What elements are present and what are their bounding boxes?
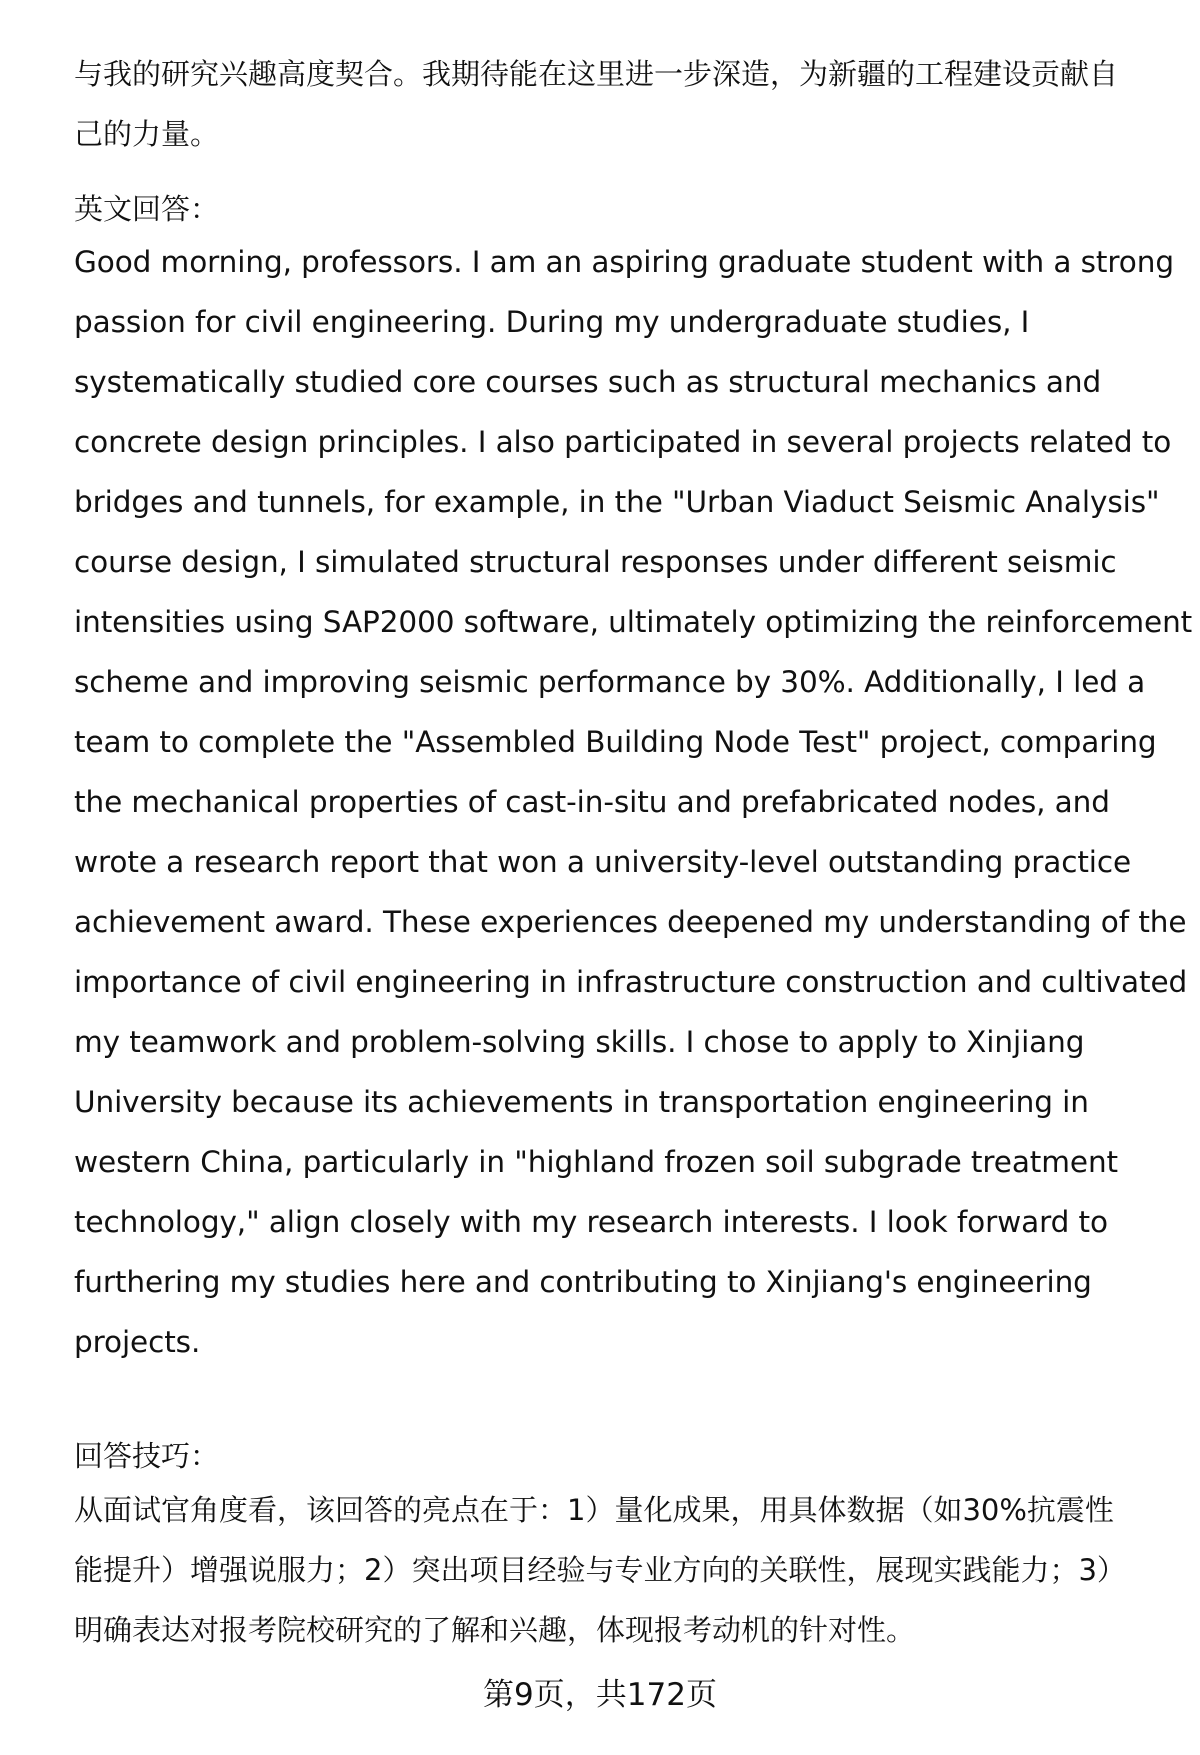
paragraph-line: Good morning, professors. I am an aspiring graduate student with a strong [74,245,1174,279]
paragraph-line: concrete design principles. I also participated in several projects related to [74,425,1172,459]
paragraph-line: 能提升）增强说服力；2）突出项目经验与专业方向的关联性，展现实践能力；3） [74,1553,1126,1587]
paragraph-line: the mechanical properties of cast-in-situ and prefabricated nodes, and [74,785,1110,819]
paragraph-line: team to complete the "Assembled Building Node Test" project, comparing [74,725,1157,759]
paragraph-line: projects. [74,1325,201,1359]
paragraph-line: intensities using SAP2000 software, ultimately optimizing the reinforcement [74,605,1193,639]
paragraph-line: 明确表达对报考院校研究的了解和兴趣，体现报考动机的针对性。 [74,1613,916,1647]
paragraph-line: importance of civil engineering in infrastructure construction and cultivated [74,965,1188,999]
english-answer-heading: 英文回答： [74,192,220,226]
paragraph-line: my teamwork and problem-solving skills. I chose to apply to Xinjiang [74,1025,1085,1059]
paragraph-line: systematically studied core courses such as structural mechanics and [74,365,1102,399]
paragraph-line: passion for civil engineering. During my undergraduate studies, I [74,305,1030,339]
paragraph-line: bridges and tunnels, for example, in the "Urban Viaduct Seismic Analysis" [74,485,1160,519]
paragraph-line: technology," align closely with my research interests. I look forward to [74,1205,1108,1239]
paragraph-line: wrote a research report that won a university-level outstanding practice [74,845,1132,879]
page-number-footer: 第9页，共172页 [483,1677,717,1713]
paragraph-line: furthering my studies here and contributing to Xinjiang's engineering [74,1265,1092,1299]
paragraph-line: western China, particularly in "highland frozen soil subgrade treatment [74,1145,1119,1179]
english-answer-paragraph [74,232,1193,1372]
top-paragraph [74,44,1154,164]
paragraph-line: University because its achievements in transportation engineering in [74,1085,1089,1119]
paragraph-line: 从面试官角度看，该回答的亮点在于：1）量化成果，用具体数据（如30%抗震性 [74,1493,1114,1527]
paragraph-line: scheme and improving seismic performance by 30%. Additionally, I led a [74,665,1146,699]
paragraph-line: course design, I simulated structural responses under different seismic [74,545,1117,579]
paragraph-line: 与我的研究兴趣高度契合。我期待能在这里进一步深造，为新疆的工程建设贡献自 [74,57,1119,91]
tips-heading: 回答技巧： [74,1439,220,1473]
paragraph-line: achievement award. These experiences deepened my understanding of the [74,905,1187,939]
paragraph-line: 己的力量。 [74,117,220,151]
tips-paragraph [74,1480,1154,1660]
